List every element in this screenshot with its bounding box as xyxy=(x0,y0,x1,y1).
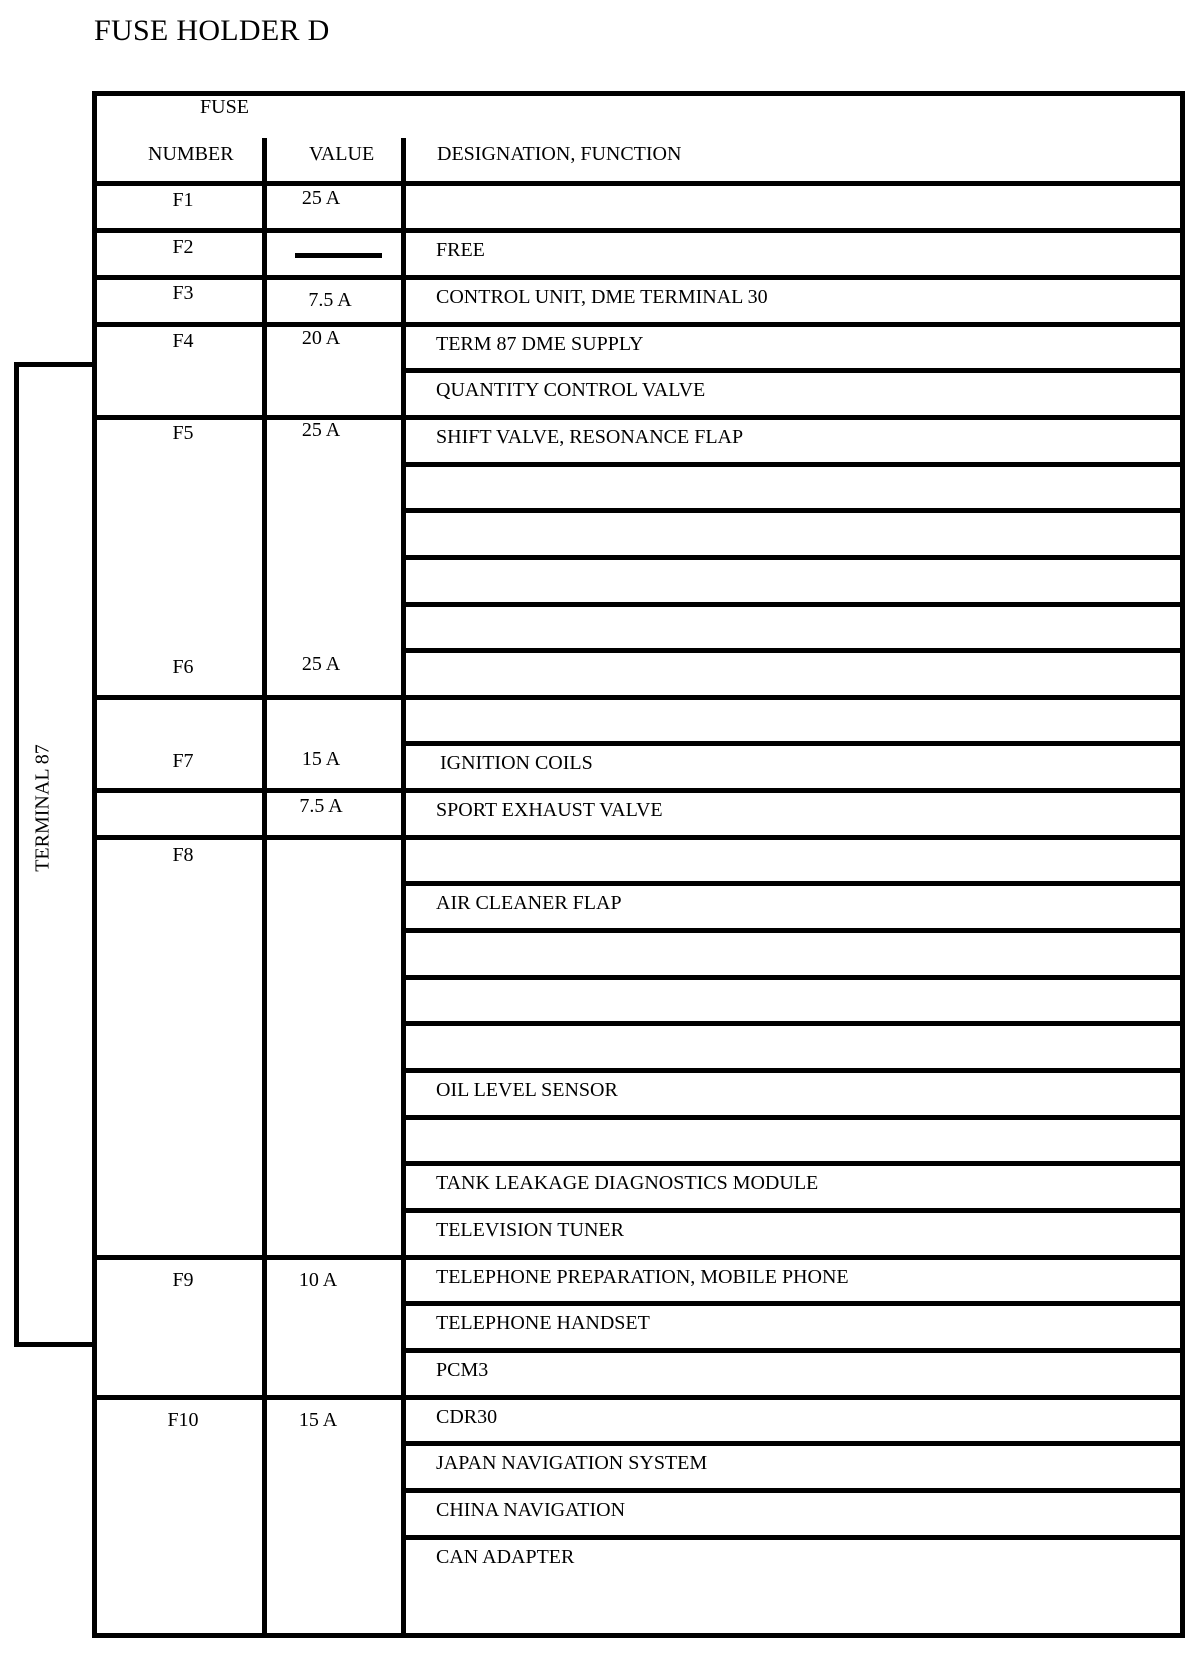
fuse-value-cell: 7.5 A xyxy=(299,795,343,817)
designation-row-divider xyxy=(404,1441,1185,1446)
fuse-value-cell: 25 A xyxy=(301,419,341,441)
fuse-group-divider xyxy=(94,415,1185,420)
designation-cell: TANK LEAKAGE DIAGNOSTICS MODULE xyxy=(436,1172,819,1194)
fuse-group-divider xyxy=(94,228,1185,233)
designation-cell: FREE xyxy=(436,239,485,261)
designation-row-divider xyxy=(404,1535,1185,1540)
header-value: VALUE xyxy=(309,143,375,165)
designation-row-divider xyxy=(404,1021,1185,1026)
designation-row-divider xyxy=(404,1161,1185,1166)
designation-cell: TERM 87 DME SUPPLY xyxy=(436,333,644,355)
fuse-group-divider xyxy=(94,1395,1185,1400)
designation-cell: AIR CLEANER FLAP xyxy=(436,892,622,914)
designation-cell: TELEVISION TUNER xyxy=(436,1219,624,1241)
designation-cell: CONTROL UNIT, DME TERMINAL 30 xyxy=(436,286,768,308)
fuse-number-cell: F4 xyxy=(172,330,194,352)
fuse-value-cell: 15 A xyxy=(298,1409,338,1431)
designation-cell: OIL LEVEL SENSOR xyxy=(436,1079,618,1101)
fuse-number-cell: F10 xyxy=(167,1409,199,1431)
designation-row-divider xyxy=(404,602,1185,607)
fuse-number-cell: F3 xyxy=(172,282,194,304)
designation-row-divider xyxy=(404,508,1185,513)
fuse-group-divider xyxy=(94,181,1185,186)
fuse-group-divider xyxy=(94,1255,1185,1260)
designation-row-divider xyxy=(404,1348,1185,1353)
fuse-number-cell: F1 xyxy=(172,189,194,211)
page-title: FUSE HOLDER D xyxy=(94,14,330,47)
fuse-number-cell: F5 xyxy=(172,422,194,444)
fuse-group-divider xyxy=(94,695,1185,700)
designation-row-divider xyxy=(404,462,1185,467)
designation-row-divider xyxy=(404,555,1185,560)
fuse-value-cell: 20 A xyxy=(301,327,341,349)
fuse-value-cell: 10 A xyxy=(298,1269,338,1291)
designation-cell: TELEPHONE PREPARATION, MOBILE PHONE xyxy=(436,1266,849,1288)
designation-cell: SPORT EXHAUST VALVE xyxy=(436,799,663,821)
fuse-group-divider xyxy=(94,322,1185,327)
fuse-group-divider xyxy=(94,275,1185,280)
designation-row-divider xyxy=(404,881,1185,886)
designation-row-divider xyxy=(404,1301,1185,1306)
designation-cell: IGNITION COILS xyxy=(440,752,593,774)
col-divider-value-designation xyxy=(401,138,406,1638)
designation-row-divider xyxy=(404,648,1185,653)
designation-cell: CDR30 xyxy=(436,1406,498,1428)
designation-cell: QUANTITY CONTROL VALVE xyxy=(436,379,706,401)
fuse-number-cell: F8 xyxy=(172,844,194,866)
fuse-value-cell: 25 A xyxy=(301,187,341,209)
designation-cell: JAPAN NAVIGATION SYSTEM xyxy=(436,1452,708,1474)
designation-row-divider xyxy=(404,1208,1185,1213)
fuse-value-cell: 25 A xyxy=(301,653,341,675)
header-designation: DESIGNATION, FUNCTION xyxy=(437,143,682,165)
designation-cell: SHIFT VALVE, RESONANCE FLAP xyxy=(436,426,744,448)
header-fuse: FUSE xyxy=(200,96,249,118)
terminal-87-label: TERMINAL 87 xyxy=(31,744,54,872)
designation-row-divider xyxy=(404,1488,1185,1493)
f2-value-dash xyxy=(295,253,382,258)
designation-row-divider xyxy=(404,1115,1185,1120)
designation-row-divider xyxy=(404,1068,1185,1073)
designation-cell: CHINA NAVIGATION xyxy=(436,1499,626,1521)
fuse-group-divider xyxy=(94,835,1185,840)
header-number: NUMBER xyxy=(148,143,234,165)
designation-cell: CAN ADAPTER xyxy=(436,1546,575,1568)
fuse-number-cell: F7 xyxy=(172,750,194,772)
fuse-number-cell: F9 xyxy=(172,1269,194,1291)
designation-cell: TELEPHONE HANDSET xyxy=(436,1312,650,1334)
fuse-group-divider xyxy=(94,788,1185,793)
fuse-number-cell: F2 xyxy=(172,236,194,258)
fuse-value-cell: 7.5 A xyxy=(308,289,352,311)
designation-row-divider xyxy=(404,928,1185,933)
designation-row-divider xyxy=(404,368,1185,373)
designation-cell: PCM3 xyxy=(436,1359,489,1381)
designation-row-divider xyxy=(404,741,1185,746)
fuse-number-cell: F6 xyxy=(172,656,194,678)
col-divider-number-value xyxy=(262,138,267,1638)
designation-row-divider xyxy=(404,975,1185,980)
fuse-value-cell: 15 A xyxy=(301,748,341,770)
